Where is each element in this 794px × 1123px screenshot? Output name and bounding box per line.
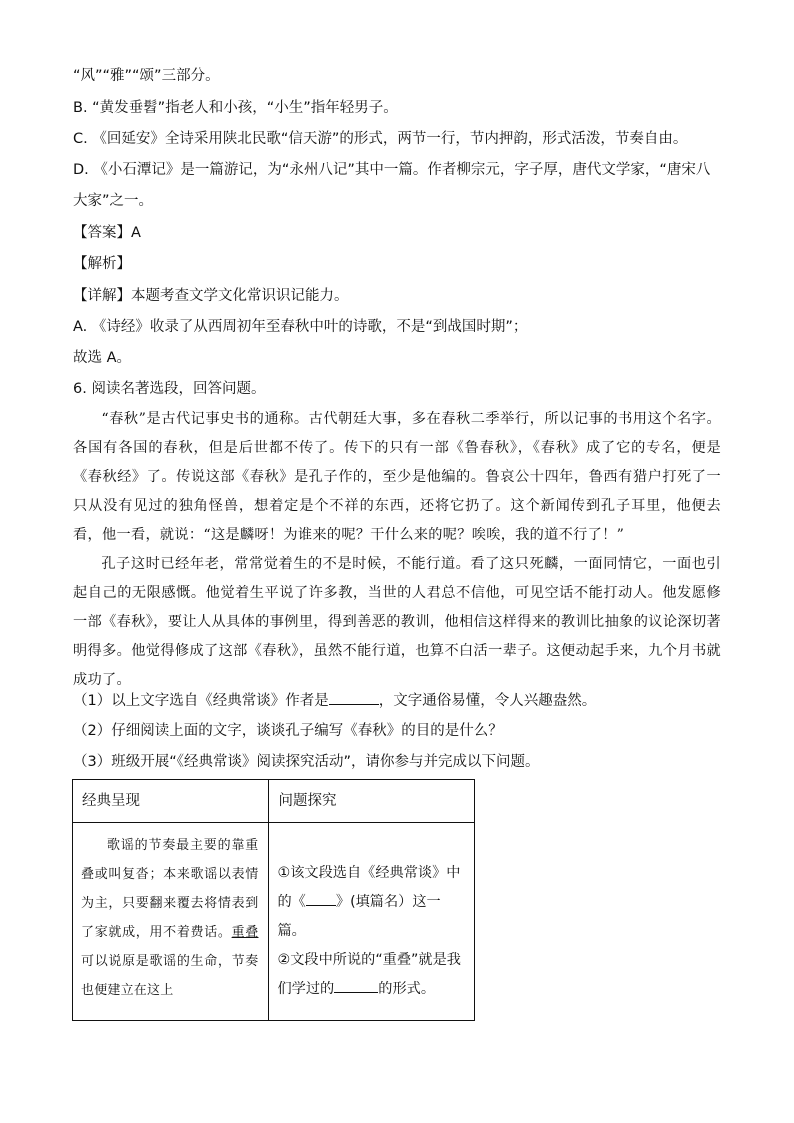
question-1-text-a: （1）以上文字选自《经典常谈》作者是 xyxy=(73,693,329,709)
reading-passage xyxy=(73,405,721,695)
option-d-line1: D. 《小石潭记》是一篇游记，为“永州八记”其中一篇。作者柳宗元，字子厚，唐代文学家，“唐宋八 xyxy=(73,162,711,178)
question-1-text-b: ，文字通俗易懂，令人兴趣盎然。 xyxy=(378,693,597,709)
question-cell xyxy=(269,823,475,1021)
answer-blank-author[interactable] xyxy=(329,690,379,705)
exploration-table xyxy=(72,779,475,1021)
question-1 xyxy=(73,690,596,711)
header-problem-exploration: 问题探究 xyxy=(269,780,475,823)
option-d-line2: 大家”之一。 xyxy=(73,193,154,209)
question-3: （3）班级开展“《经典常谈》阅读探究活动”，请你参与并完成以下问题。 xyxy=(73,754,540,770)
sub-question-1-text-b: 》(填篇名）这一篇。 xyxy=(277,894,441,939)
sub-question-1 xyxy=(277,859,468,946)
table-header-row xyxy=(73,780,475,823)
explanation-a: A. 《诗经》收录了从西周初年至春秋中叶的诗歌，不是“到战国时期”； xyxy=(73,319,528,335)
excerpt-cell xyxy=(73,823,269,1021)
answer-blank-form[interactable] xyxy=(334,978,378,993)
sub-question-2-text-b: 的形式。 xyxy=(378,981,436,997)
answer-label: 【答案】A xyxy=(73,225,141,241)
sub-question-2-text-a: ②文段中所说的“重叠”就是我们学过的 xyxy=(277,952,461,997)
question-6-heading: 6. 阅读名著选段，回答问题。 xyxy=(73,381,266,397)
table-row xyxy=(73,823,475,1021)
sub-question-2 xyxy=(277,946,468,1004)
option-a-continuation: “风”“雅”“颂”三部分。 xyxy=(73,68,220,84)
header-classic-presentation: 经典呈现 xyxy=(73,780,269,823)
excerpt-text-c: 可以说原是歌谣的生命，节奏也便建立在这上 xyxy=(81,954,259,998)
option-b: B. “黄发垂髫”指老人和小孩，“小生”指年轻男子。 xyxy=(73,100,398,116)
answer-blank-chapter[interactable] xyxy=(306,891,336,906)
excerpt-underlined-term: 重叠 xyxy=(231,925,259,940)
passage-paragraph-2: 孔子这时已经年老，常常觉着生的不是时候，不能行道。看了这只死麟，一面同情它，一面也引起自己的无限感慨。他觉着生平说了许多教，当世的人君总不信他，可见空话不能打动人。他发愿修一部《春秋》，要让人从具体的事例里，得到善恶的教训，他相信这样得来的教训比抽象的议论深切著明得多。他觉得修成了这部《春秋》，虽然不能行道，也算不白活一辈子。这便动起手来，九个月书就成功了。 xyxy=(73,556,721,688)
passage-paragraph-1: “春秋”是古代记事史书的通称。古代朝廷大事，多在春秋二季举行，所以记事的书用这个名字。各国有各国的春秋，但是后世都不传了。传下的只有一部《鲁春秋》，《春秋》成了它的专名，便是《春秋经》了。传说这部《春秋》是孔子作的，至少是他编的。鲁哀公十四年，鲁西有猎户打死了一只从没有见过的独角怪兽，想着定是个不祥的东西，还将它扔了。这个新闻传到孔子耳里，他便去看，他一看，就说：“这是麟呀！为谁来的呢？干什么来的呢？唉唉，我的道不行了！” xyxy=(73,411,721,543)
choose-statement: 故选 A。 xyxy=(73,350,132,366)
question-2: （2）仔细阅读上面的文字，谈谈孔子编写《春秋》的目的是什么？ xyxy=(73,723,503,739)
excerpt-text-a: 歌谣的节奏最主要的靠重叠或叫复沓；本来歌谣以表情为主，只要翻来覆去将情表到了家就成，用不着费话。 xyxy=(81,838,259,940)
detail-label: 【详解】本题考查文学文化常识识记能力。 xyxy=(73,288,349,304)
excerpt-text xyxy=(81,831,258,1005)
option-c: C. 《回延安》全诗采用陕北民歌“信天游”的形式，两节一行，节内押韵，形式活泼，节奏自由。 xyxy=(73,131,688,147)
sub-question-1-text-a: ①该文段选自《经典常谈》中的《 xyxy=(277,865,461,910)
analysis-label: 【解析】 xyxy=(73,256,131,272)
